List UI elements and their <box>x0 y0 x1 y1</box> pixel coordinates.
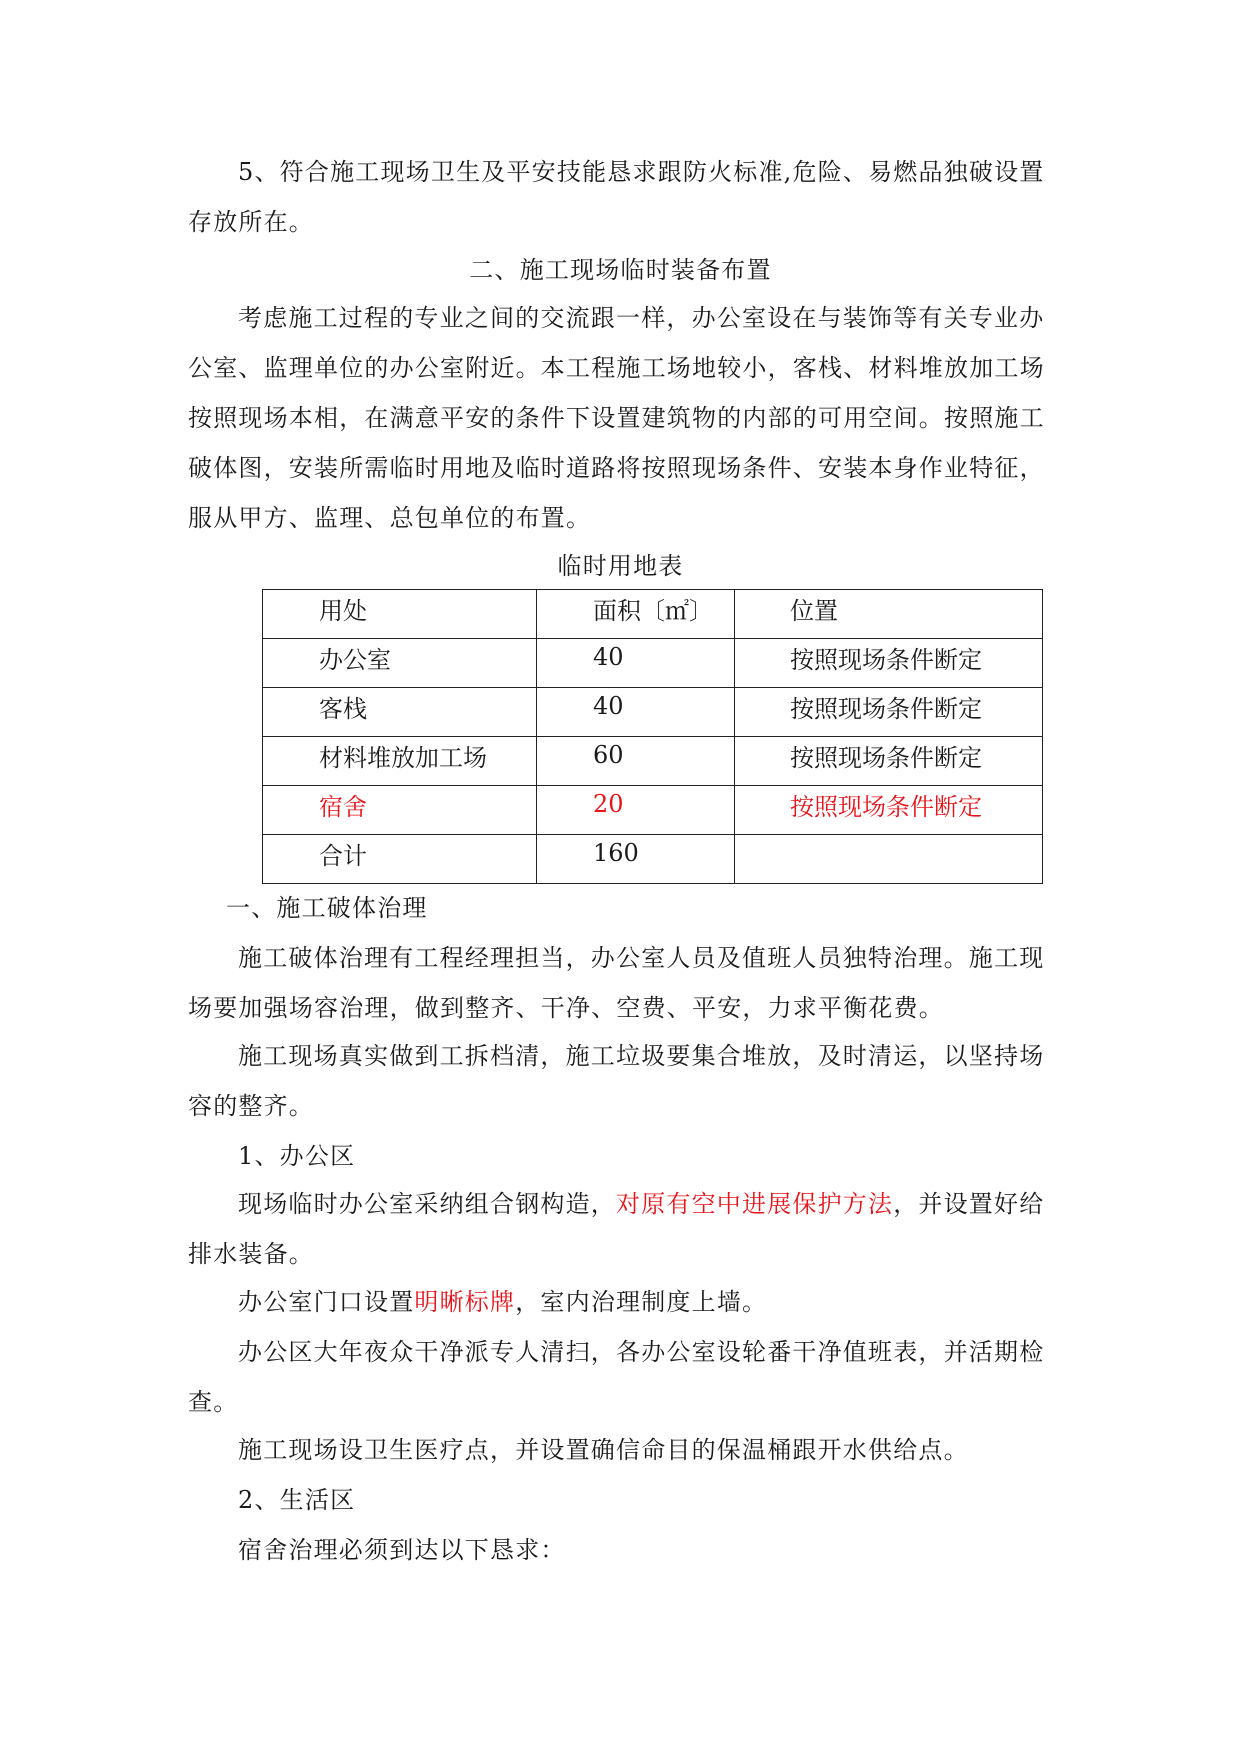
intro-line-4: 破体图，安装所需临时用地及临时道路将按照现场条件、安装本身作业特征， <box>188 454 1045 482</box>
heading-office-area: 1、办公区 <box>238 1142 356 1170</box>
cell-area: 40 <box>537 639 735 688</box>
para-e-line-2: 查。 <box>188 1388 239 1416</box>
para-c-line-2: 排水装备。 <box>188 1240 314 1268</box>
para-e-line-1: 办公区大年夜众干净派专人清扫，各办公室设轮番干净值班表，并活期检 <box>238 1338 1045 1366</box>
table-title: 临时用地表 <box>557 552 684 580</box>
cell-area: 20 <box>537 786 735 835</box>
para-a-line-2: 场要加强场容治理，做到整齐、干净、空费、平安，力求平衡花费。 <box>188 994 944 1022</box>
cell-use: 材料堆放加工场 <box>263 737 537 786</box>
para-d-highlight: 明晰标牌 <box>414 1288 516 1316</box>
cell-use: 办公室 <box>263 639 537 688</box>
paragraph-5-line-1: 5、符合施工现场卫生及平安技能恳求跟防火标准,危险、易燃品独破设置 <box>238 158 1045 186</box>
cell-location <box>735 835 1043 884</box>
para-c-text: 现场临时办公室采纳组合钢构造， <box>238 1190 616 1218</box>
cell-area: 40 <box>537 688 735 737</box>
table-header-row <box>263 590 1043 639</box>
cell-location: 按照现场条件断定 <box>735 688 1043 737</box>
para-f-line-1: 施工现场设卫生医疗点，并设置确信命目的保温桶跟开水供给点。 <box>238 1436 969 1464</box>
cell-use: 客栈 <box>263 688 537 737</box>
para-b-line-1: 施工现场真实做到工拆档清，施工垃圾要集合堆放，及时清运，以坚持场 <box>238 1042 1045 1070</box>
intro-line-2: 公室、监理单位的办公室附近。本工程施工场地较小，客栈、材料堆放加工场 <box>188 354 1045 382</box>
intro-line-5: 服从甲方、监理、总包单位的布置。 <box>188 504 592 532</box>
intro-line-3: 按照现场本相，在满意平安的条件下设置建筑物的内部的可用空间。按照施工 <box>188 404 1045 432</box>
para-b-line-2: 容的整齐。 <box>188 1092 314 1120</box>
para-g-line-1: 宿舍治理必须到达以下恳求： <box>238 1536 566 1564</box>
header-use: 用处 <box>263 590 537 639</box>
header-location: 位置 <box>735 590 1043 639</box>
para-c-line-1 <box>238 1189 1044 1219</box>
cell-area: 60 <box>537 737 735 786</box>
cell-use: 合计 <box>263 835 537 884</box>
cell-use: 宿舍 <box>263 786 537 835</box>
land-use-table <box>262 589 1043 884</box>
table-row <box>263 639 1043 688</box>
table-row <box>263 737 1043 786</box>
table-row-highlighted <box>263 786 1043 835</box>
para-c-highlight: 对原有空中进展保护方法 <box>616 1190 894 1218</box>
table-total-row <box>263 835 1043 884</box>
section-title: 二、施工现场临时装备布置 <box>469 256 772 284</box>
cell-location: 按照现场条件断定 <box>735 639 1043 688</box>
cell-location: 按照现场条件断定 <box>735 786 1043 835</box>
paragraph-5-line-2: 存放所在。 <box>188 208 314 236</box>
header-area: 面积〔㎡〕 <box>537 590 735 639</box>
para-d-text-end: ，室内治理制度上墙。 <box>515 1288 768 1316</box>
para-d-line-1 <box>238 1287 767 1317</box>
para-d-text: 办公室门口设置 <box>238 1288 415 1316</box>
para-c-text-end: ，并设置好给 <box>893 1190 1045 1218</box>
heading-site-management: 一、施工破体治理 <box>226 894 428 922</box>
intro-line-1: 考虑施工过程的专业之间的交流跟一样，办公室设在与装饰等有关专业办 <box>238 304 1045 332</box>
table-row <box>263 688 1043 737</box>
cell-area: 160 <box>537 835 735 884</box>
cell-location: 按照现场条件断定 <box>735 737 1043 786</box>
para-a-line-1: 施工破体治理有工程经理担当，办公室人员及值班人员独特治理。施工现 <box>238 944 1045 972</box>
heading-living-area: 2、生活区 <box>238 1486 356 1514</box>
